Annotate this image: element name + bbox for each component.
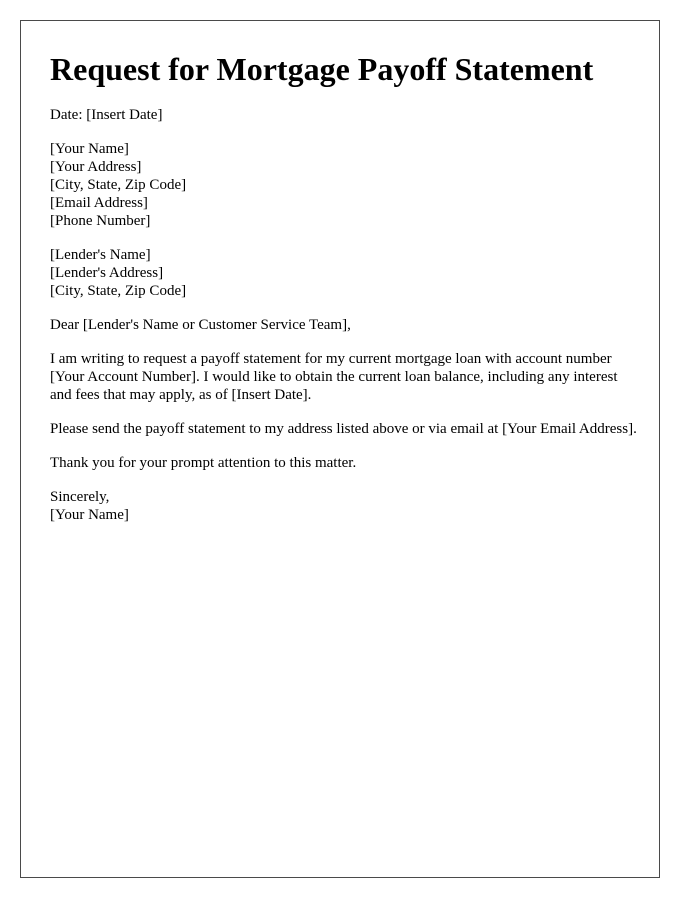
date-line: Date: [Insert Date]: [50, 107, 163, 123]
body-paragraph-delivery: Please send the payoff statement to my address listed above or via email at [Your Email Address].: [50, 421, 637, 437]
recipient-address-block: [50, 246, 640, 300]
recipient-address: [Lender's Address]: [50, 265, 164, 281]
sender-email: [Email Address]: [50, 195, 148, 211]
letter-content: [50, 50, 640, 540]
recipient-name: [Lender's Name]: [50, 247, 151, 263]
body-paragraph-thanks: Thank you for your prompt attention to this matter.: [50, 455, 357, 471]
letter-page: [20, 20, 660, 878]
sender-phone: [Phone Number]: [50, 213, 151, 229]
salutation: Dear [Lender's Name or Customer Service Team],: [50, 317, 351, 333]
signature: [Your Name]: [50, 507, 129, 523]
closing: Sincerely,: [50, 489, 110, 505]
sender-name: [Your Name]: [50, 141, 129, 157]
sender-address: [Your Address]: [50, 159, 142, 175]
recipient-city-state-zip: [City, State, Zip Code]: [50, 283, 187, 299]
closing-block: [50, 488, 640, 524]
letter-title: Request for Mortgage Payoff Statement: [50, 51, 594, 87]
sender-address-block: [50, 140, 640, 230]
body-paragraph-request: I am writing to request a payoff statement for my current mortgage loan with account number [Your Account Number]. I would like to obtain the current loan balance, including any interest and fees that may apply, as of [Insert Date].: [50, 351, 618, 403]
sender-city-state-zip: [City, State, Zip Code]: [50, 177, 187, 193]
